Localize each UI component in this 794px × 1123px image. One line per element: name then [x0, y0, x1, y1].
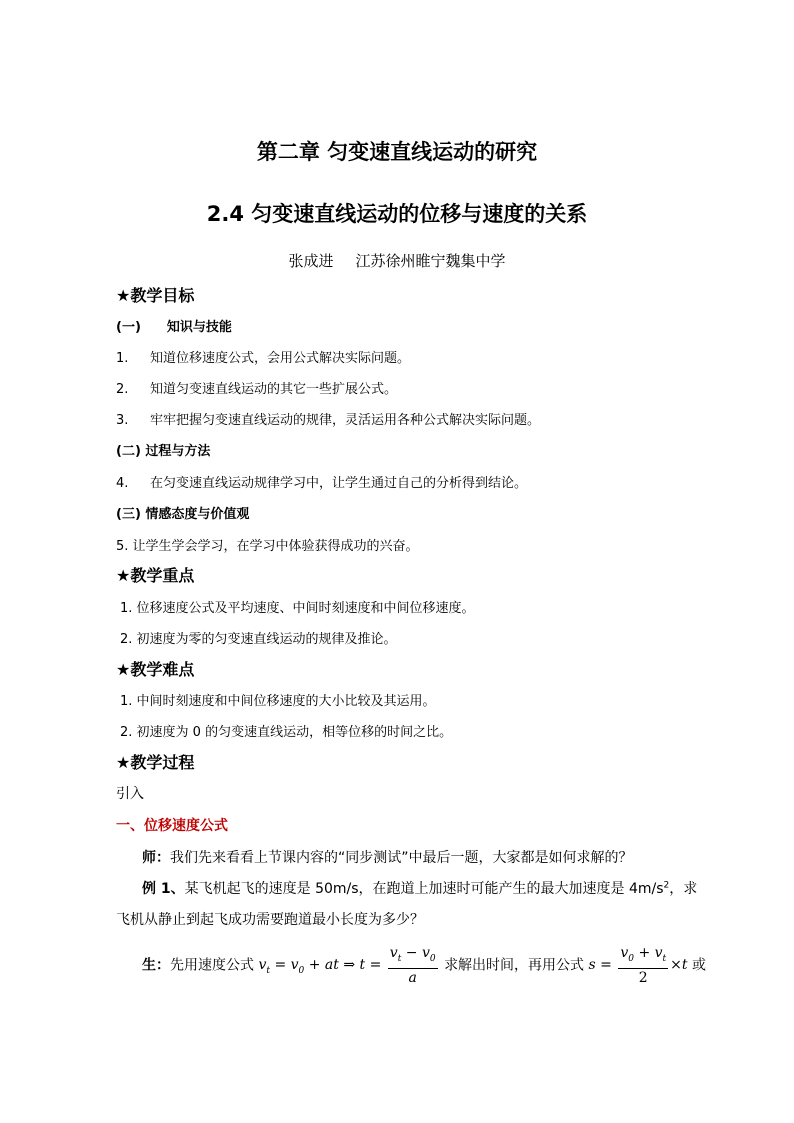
author-line: [0, 250, 794, 271]
author-school: 江苏徐州睢宁魏集中学: [355, 252, 506, 270]
average-velocity-formula: s = $\frac{v_0 + v_t}{2}$ ×t: [588, 945, 692, 986]
list-item: 1. 位移速度公式及平均速度、中间时刻速度和中间位移速度。: [120, 601, 475, 616]
goals-sub3: (三) 情感态度与价值观: [116, 507, 250, 522]
example-line-2: 飞机从静止到起飞成功需要跑道最小长度为多少？: [116, 912, 424, 928]
goals-sub1: [116, 316, 232, 335]
goals-sub1-title: 知识与技能: [166, 320, 232, 335]
section1-heading: 一、位移速度公式: [116, 818, 228, 834]
list-item: 1. 中间时刻速度和中间位移速度的大小比较及其运用。: [120, 694, 436, 709]
list-item: 4. 在匀变速直线运动规律学习中，让学生通过自己的分析得到结论。: [116, 476, 528, 491]
example-line: 例 1、某飞机起飞的速度是 50m/s，在跑道上加速时可能产生的最大加速度是 $4m/s^2$，求: [142, 880, 698, 897]
process-heading: ★教学过程: [116, 753, 195, 772]
teacher-line: 师：我们先来看看上节课内容的“同步测试”中最后一题，大家都是如何求解的？: [142, 850, 633, 866]
goals-sub1-label: (一): [116, 320, 141, 335]
intro-label: 引入: [116, 786, 144, 802]
list-item: 3. 牢牢把握匀变速直线运动的规律，灵活运用各种公式解决实际问题。: [116, 413, 541, 428]
list-item: 1. 知道位移速度公式，会用公式解决实际问题。: [116, 351, 411, 366]
author-name: 张成进: [288, 252, 334, 270]
keypoints-heading: ★教学重点: [116, 566, 195, 585]
velocity-formula: $v_t = v_0$ + at ⇒ t = $\frac{v_t - v_0}{a}$: [258, 945, 436, 986]
list-item: 2. 初速度为零的匀变速直线运动的规律及推论。: [120, 632, 397, 647]
goals-sub2: (二) 过程与方法: [116, 444, 211, 459]
difficult-heading: ★教学难点: [116, 660, 195, 679]
student-line: 生：先用速度公式 $v_t = v_0$ + at ⇒ t = $\frac{v_t - v_0}{a}$ 求解出时间，再用公式 s = $\frac{v_0 + v_t}{2}$ ×t 或: [142, 945, 706, 986]
list-item: 5. 让学生学会学习，在学习中体验获得成功的兴奋。: [116, 539, 419, 554]
list-item: 2. 初速度为 0 的匀变速直线运动，相等位移的时间之比。: [120, 725, 453, 740]
goals-heading: ★教学目标: [116, 286, 195, 305]
list-item: 2. 知道匀变速直线运动的其它一些扩展公式。: [116, 382, 398, 397]
section-title: 2.4 匀变速直线运动的位移与速度的关系: [206, 202, 588, 226]
chapter-title: 第二章 匀变速直线运动的研究: [256, 140, 538, 164]
